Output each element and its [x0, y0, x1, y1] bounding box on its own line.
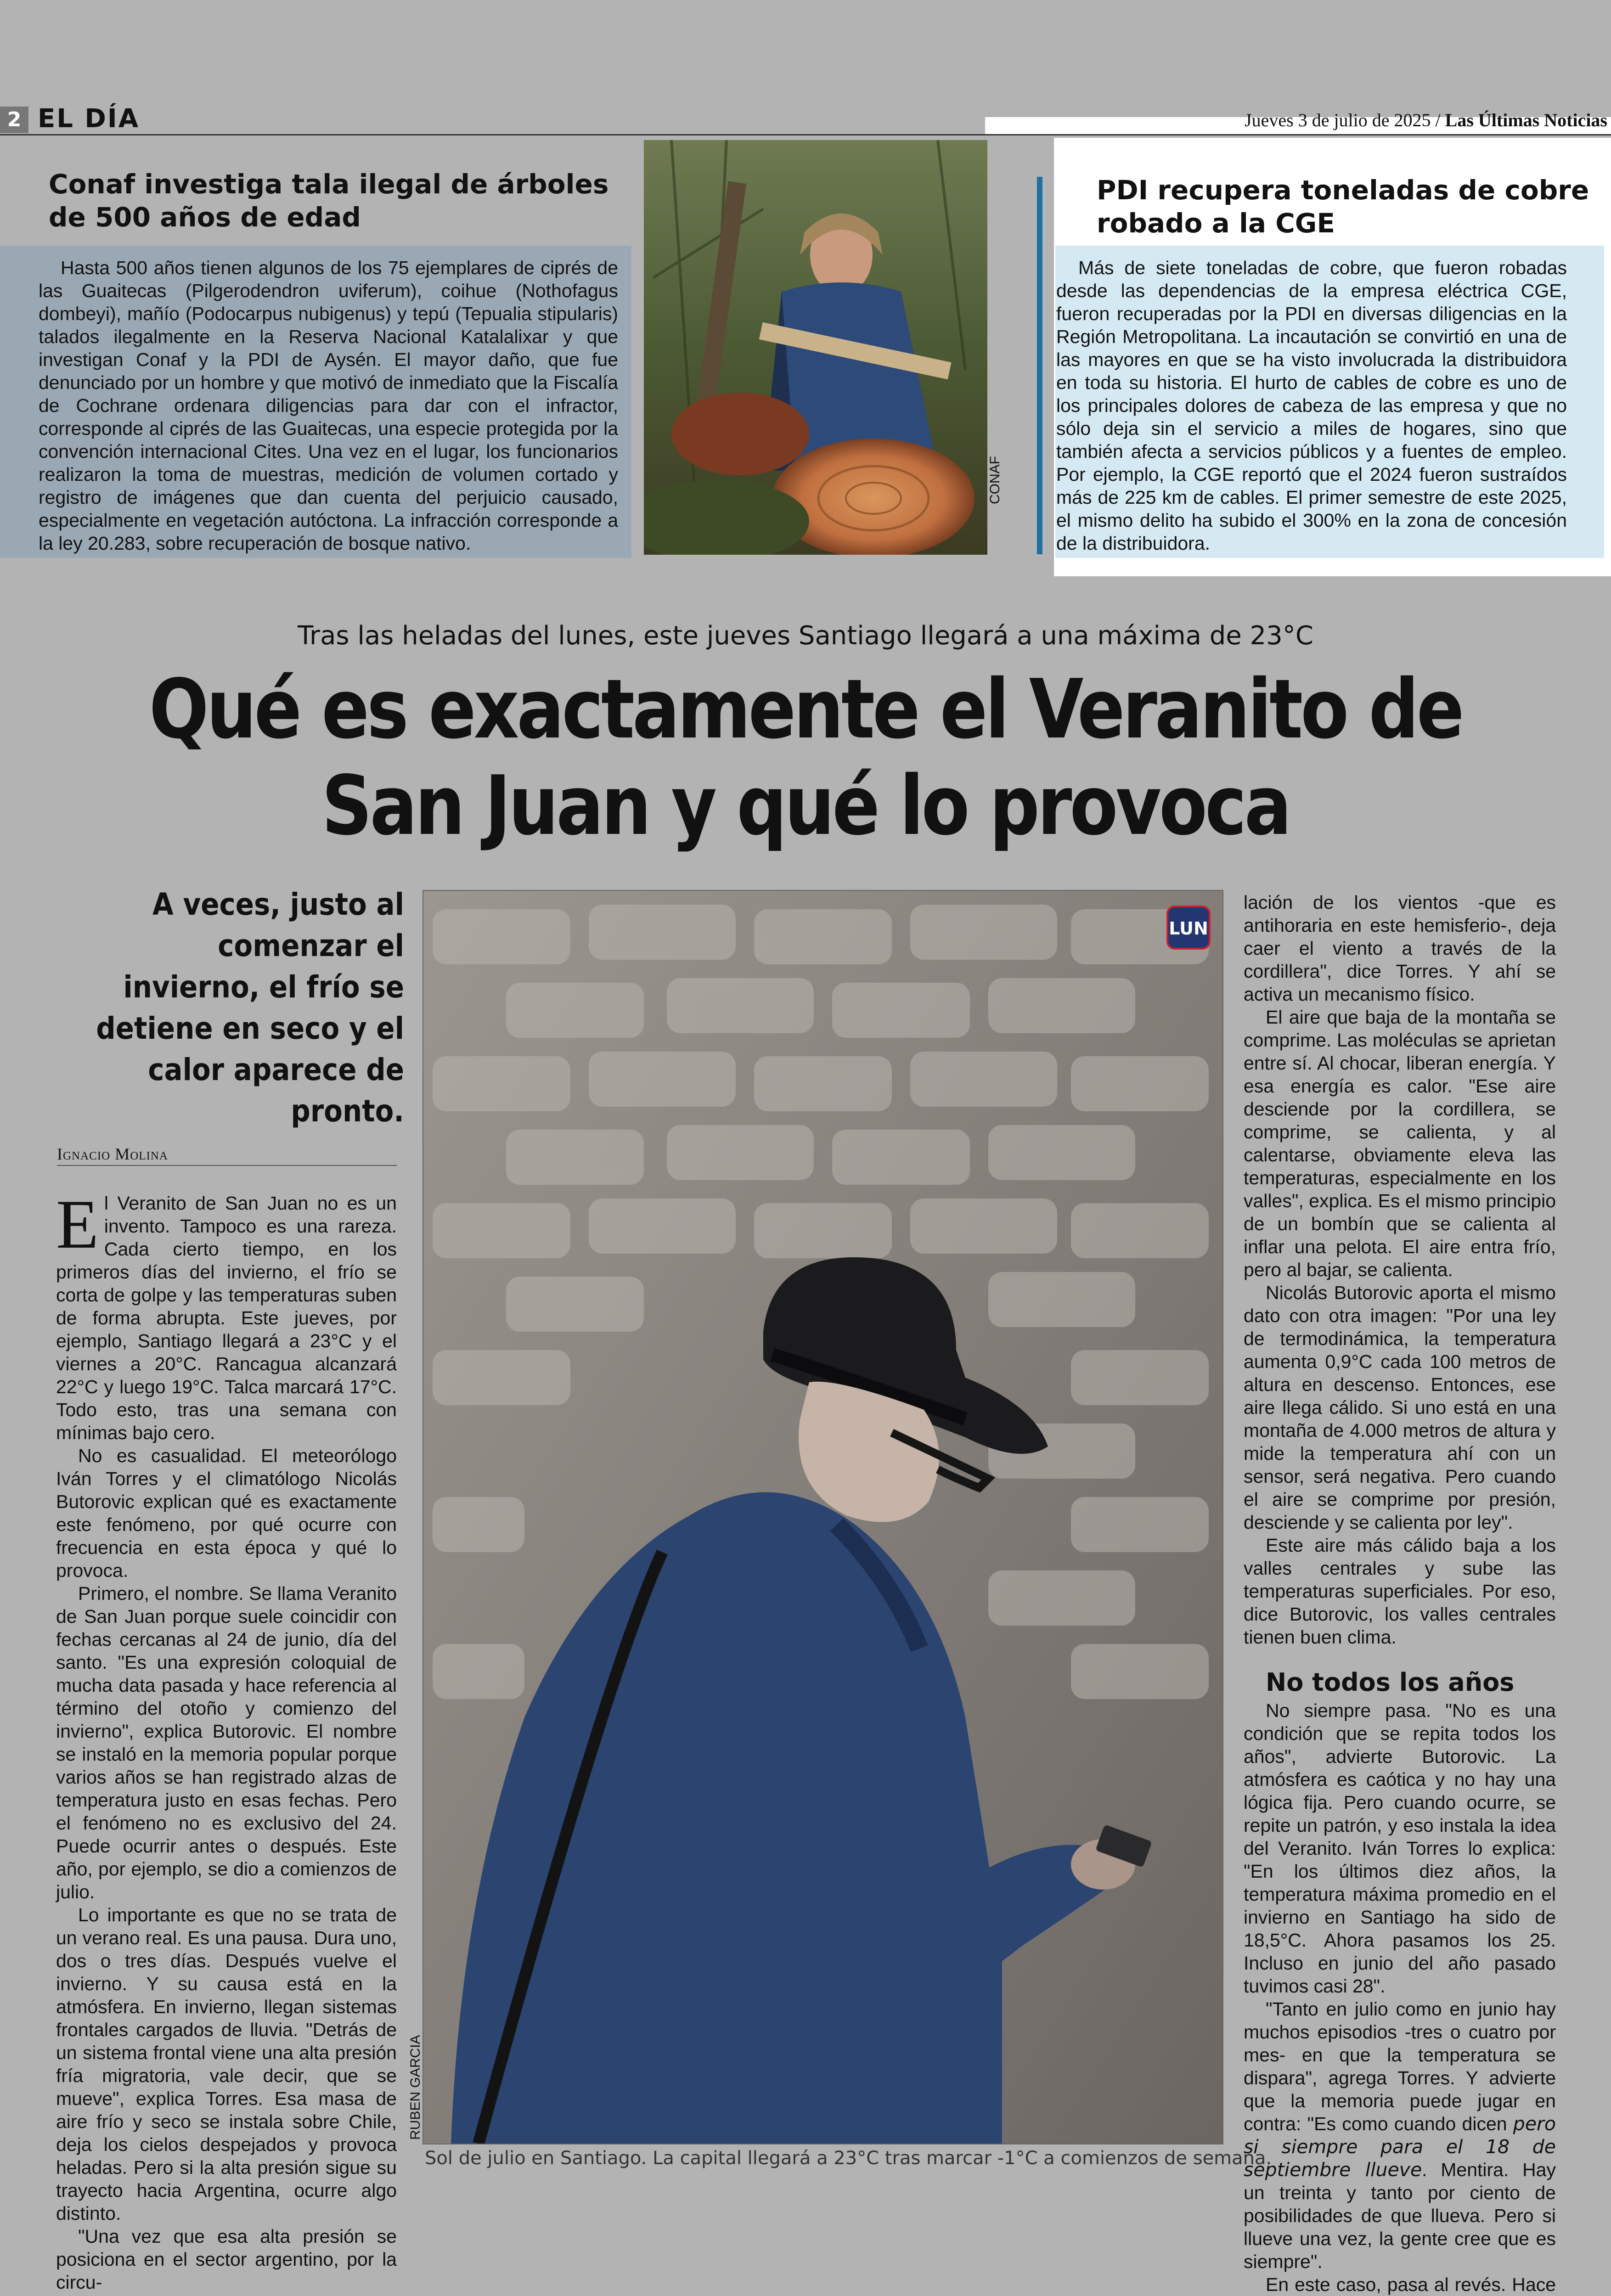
lun-logo-icon: LUN: [1166, 906, 1211, 950]
issue-date: Jueves 3 de julio de 2025: [1245, 110, 1431, 130]
story-kicker: Tras las heladas del lunes, este jueves Santiago llegará a una máxima de 23°C: [298, 621, 1313, 651]
brief1-title: Conaf investiga tala ilegal de árboles de 500 años de edad: [49, 169, 609, 233]
paragraph: No siempre pasa. "No es una condición que se repita todos los años", advierte Butorovic. La atmósfera es caótica y no hay una lógica fija. Pero cuando ocurre, se repite un patrón, y eso instala la idea del Veranito. Iván Torres lo explica: "En los últimos diez años, la temperatura máxima promedio en el invierno en Santiago ha sido de 18,5°C. Ahora pasamos los 25. Incluso en junio del año pasado tuvimos casi 28".: [1244, 1700, 1556, 1997]
paragraph: lación de los vientos -que es antihoraria en este hemisferio-, deja caer el viento a través de la cordillera", dice Torres. Y ahí se activa un mecanismo físico.: [1244, 892, 1556, 1005]
headline-line-2: San Juan y qué lo provoca: [321, 758, 1290, 853]
paragraph: En este caso, pasa al revés. Hace: [1266, 2274, 1556, 2295]
paragraph: No es casualidad. El meteorólogo Iván Torres y el climatólogo Nicolás Butorovic explican qué es exactamente este fenómeno, por qué ocurre con frecuencia en esta época y qué lo provoca.: [56, 1445, 397, 1581]
man-with-hat-photo: [423, 891, 1222, 2144]
subhead: No todos los años: [1266, 1668, 1515, 1697]
brief2-body: Más de siete toneladas de cobre, que fueron robadas desde las dependencias de la empresa eléctrica CGE, fueron recuperadas por la PDI en diversas diligencias en la Región Metropolitana. La incautación se convirtió en una de las mayores en que se ha visto involucrada la distribuidora en toda su historia. El hurto de cables de cobre es uno de los principales dolores de cabeza de las empresa y que no sólo deja sin el servicio a miles de hogares, sino que también afecta a servicios públicos y a fuentes de empleo. Por ejemplo, la CGE reportó que el 2024 fueron sustraídos más de 225 km de cables. El primer semestre de este 2025, el mismo delito ha subido el 300% en la zona de concesión de la distribuidora.: [1056, 257, 1567, 554]
drop-cap: E: [56, 1186, 99, 1263]
brief1-photo: [644, 140, 987, 555]
photo-caption: Sol de julio en Santiago. La capital llegará a 23°C tras marcar -1°C a comienzos de semana.: [425, 2148, 1272, 2169]
story-headline: [113, 661, 1498, 854]
headline-line-1: Qué es exactamente el Veranito de: [149, 662, 1462, 757]
main-photo-credit: RUBEN GARCIA: [408, 2035, 423, 2140]
forest-worker-photo: [644, 140, 987, 555]
paragraph: Este aire más cálido baja a los valles centrales y sube las temperaturas superficiales. Por eso, dice Butorovic, los valles centrales tienen buen clima.: [1244, 1535, 1556, 1648]
story-column-3: [1244, 891, 1556, 2296]
paragraph: Lo importante es que no se trata de un verano real. Es una pausa. Dura uno, dos o tres días. Después vuelve el invierno. Y su causa está en la atmósfera. En invierno, llegan sistemas frontales cargados de lluvia. "Detrás de un sistema frontal viene una alta presión fría migratoria, vale decir, que se mueve", explica Torres. Esa masa de aire frío y seco se instala sobre Chile, deja los cielos despejados y provoca heladas. Pero si la alta presión sigue su trayecto hacia Argentina, ocurre algo distinto.: [56, 1904, 397, 2224]
header-rule: [0, 134, 1611, 135]
story-deck: A veces, justo al comenzar el invierno, el frío se detiene en seco y el calor aparece de pronto.: [96, 887, 404, 1129]
paragraph: "Tanto en julio como en junio hay muchos episodios -tres o cuatro por mes- en que la temperatura se dispara", agrega Torres. Y advierte que la memoria puede jugar en contra: "Es como cuando dicen pero si siempre para el 18 de septiembre llueve. Mentira. Hay un treinta y tanto por ciento de posibilidades de que llueva. Pero si llueve una vez, la gente cree que es siempre".: [1244, 1998, 1556, 2272]
paragraph: El Veranito de San Juan no es un invento. Tampoco es una rareza. Cada cierto tiempo, en los primeros días del invierno, el frío se corta de golpe y las temperaturas suben de forma abrupta. Este jueves, por ejemplo, Santiago llegará a 23°C y el viernes a 20°C. Rancagua alcanzará 22°C y luego 19°C. Talca marcará 17°C. Todo esto, tras una semana con mínimas bajo cero.: [56, 1186, 397, 1443]
main-photo: [423, 891, 1222, 2144]
byline-rule: [57, 1165, 397, 1166]
brief1-body: Hasta 500 años tienen algunos de los 75 ejemplares de ciprés de las Guaitecas (Pilgerodendron uviferum), coihue (Nothofagus dombeyi), mañío (Podocarpus nubigenus) y tepú (Tepualia stipularis) talados ilegalmente en la Reserva Nacional Katalalixar y que investigan Conaf y la PDI de Aysén. El mayor daño, que fue denunciado por un hombre y que motivó de inmediato que la Fiscalía de Cochrane ordenara diligencias para dar con el infractor, corresponde al ciprés de las Guaitecas, una especie protegida por la convención internacional Cites. Una vez en el lugar, los funcionarios realizaron la toma de muestras, medición de volumen cortado y registro de imágenes que dan cuenta del perjuicio causado, especialmente en vegetación autóctona. La infracción corresponde a la ley 20.283, sobre recuperación de bosque nativo.: [39, 257, 618, 554]
section-name: EL DÍA: [38, 104, 140, 134]
brief2-title: PDI recupera toneladas de cobre robado a la CGE: [1097, 174, 1589, 239]
publication-name: Las Últimas Noticias: [1445, 110, 1607, 130]
paragraph: Nicolás Butorovic aporta el mismo dato con otra imagen: "Por una ley de termodinámica, la temperatura aumenta 0,9°C cada 100 metros de altura en descenso. Entonces, ese aire llega cálido. Si uno está en una montaña de 4.000 metros de altura y mide la temperatura ahí con un sensor, será negativa. Pero cuando el aire se comprime por presión, desciende y se calienta por ley".: [1244, 1282, 1556, 1533]
byline: Ignacio Molina: [57, 1145, 168, 1163]
italic-quote: pero si siempre para el 18 de septiembre llueve: [1244, 2113, 1556, 2181]
paragraph: El aire que baja de la montaña se comprime. Las moléculas se aprietan entre sí. Al chocar, liberan energía. Y esa energía es calor. "Ese aire desciende por la cordillera, se comprime, se calienta, y al calentarse, obviamente eleva las temperaturas, especialmente en los valles", explica. Es el mismo principio de un bombín que se calienta al inflar una pelota. El aire entra frío, pero al bajar, se calienta.: [1244, 1007, 1556, 1280]
paragraph: "Una vez que esa alta presión se posiciona en el sector argentino, por la circu-: [56, 2226, 397, 2293]
dateline: Jueves 3 de julio de 2025 / Las Últimas Noticias: [1245, 110, 1607, 130]
paragraph: Primero, el nombre. Se llama Veranito de San Juan porque suele coincidir con fechas cercanas al 24 de junio, día del santo. "Es una expresión coloquial de mucha data pasada y hace referencia al término del otoño y comienzo del invierno", explica Butorovic. El nombre se instaló en la memoria popular porque varios años se han registrado alzas de temperatura justo en esas fechas. Pero el fenómeno no es exclusivo del 24. Puede ocurrir antes o después. Este año, por ejemplo, se dio a comienzos de julio.: [56, 1583, 397, 1902]
brief1-photo-credit: CONAF: [987, 456, 1003, 504]
brief2-accent-bar: [1037, 177, 1042, 554]
story-column-1: [56, 1186, 397, 2294]
page-number: 2: [0, 107, 28, 133]
